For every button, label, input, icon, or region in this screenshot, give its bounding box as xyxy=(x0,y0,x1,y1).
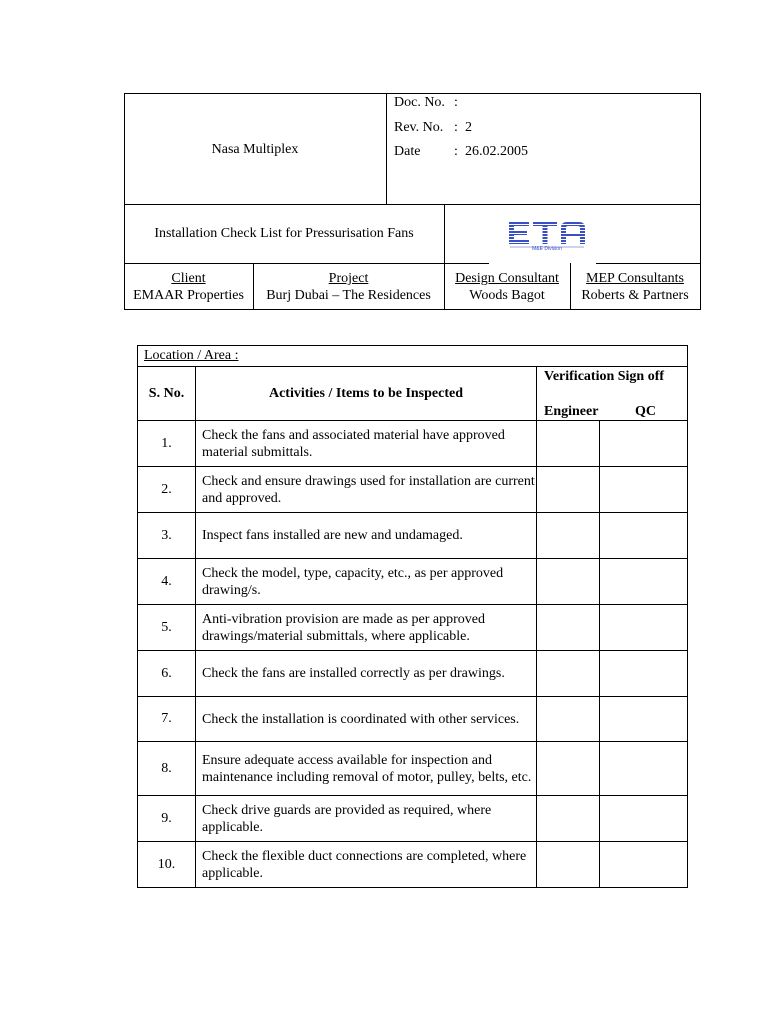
date-label: Date xyxy=(394,144,421,159)
date-value: 26.02.2005 xyxy=(465,144,528,159)
table-row xyxy=(138,559,688,605)
qc-signoff-cell[interactable] xyxy=(600,513,688,559)
item-number: 3. xyxy=(138,513,196,559)
engineer-signoff-cell[interactable] xyxy=(537,467,600,513)
engineer-signoff-cell[interactable] xyxy=(537,421,600,467)
qc-signoff-cell[interactable] xyxy=(600,796,688,842)
item-number: 5. xyxy=(138,605,196,651)
table-row xyxy=(138,697,688,742)
table-row xyxy=(138,513,688,559)
item-description: Check the installation is coordinated with other services. xyxy=(196,697,537,742)
item-number: 4. xyxy=(138,559,196,605)
engineer-signoff-cell[interactable] xyxy=(537,842,600,888)
header-divider-2a xyxy=(124,263,489,264)
design-consultant-name: Woods Bagot xyxy=(469,288,545,303)
location-area-cell xyxy=(138,346,688,367)
design-consultant-label: Design Consultant xyxy=(455,271,559,286)
qc-signoff-cell[interactable] xyxy=(600,697,688,742)
header-row xyxy=(138,367,688,421)
engineer-signoff-cell[interactable] xyxy=(537,796,600,842)
project-name: Nasa Multiplex xyxy=(211,142,299,157)
col-header-sno: S. No. xyxy=(138,367,196,421)
logo-subtext: M&E Division xyxy=(532,246,562,252)
location-row xyxy=(138,346,688,367)
qc-signoff-cell[interactable] xyxy=(600,842,688,888)
item-number: 1. xyxy=(138,421,196,467)
table-row xyxy=(138,605,688,651)
inspection-checklist-table xyxy=(137,345,688,888)
checklist-rows xyxy=(138,421,688,888)
item-number: 8. xyxy=(138,742,196,796)
mep-consultants-label: MEP Consultants xyxy=(586,271,684,286)
client-label: Client xyxy=(171,271,206,286)
table-row xyxy=(138,842,688,888)
qc-signoff-cell[interactable] xyxy=(600,605,688,651)
checklist-title: Installation Check List for Pressurisation Fans xyxy=(154,226,414,241)
qc-signoff-cell[interactable] xyxy=(600,467,688,513)
engineer-signoff-cell[interactable] xyxy=(537,513,600,559)
mep-consultants-name: Roberts & Partners xyxy=(581,288,689,303)
qc-signoff-cell[interactable] xyxy=(600,559,688,605)
engineer-label: Engineer xyxy=(544,404,599,419)
date-separator: : xyxy=(454,144,458,159)
item-description: Inspect fans installed are new and undamaged. xyxy=(196,513,537,559)
item-number: 2. xyxy=(138,467,196,513)
engineer-signoff-cell[interactable] xyxy=(537,697,600,742)
project-label: Project xyxy=(328,271,369,286)
engineer-signoff-cell[interactable] xyxy=(537,742,600,796)
item-description: Check the fans and associated material have approved material submittals. xyxy=(196,421,537,467)
table-row xyxy=(138,467,688,513)
item-description: Check drive guards are provided as required, where applicable. xyxy=(196,796,537,842)
project-value: Burj Dubai – The Residences xyxy=(266,288,431,303)
qc-signoff-cell[interactable] xyxy=(600,421,688,467)
col-header-activities: Activities / Items to be Inspected xyxy=(196,367,537,421)
signoff-subheaders xyxy=(537,403,687,420)
item-number: 7. xyxy=(138,697,196,742)
table-row xyxy=(138,421,688,467)
rev-no-separator: : xyxy=(454,120,458,135)
engineer-signoff-cell[interactable] xyxy=(537,559,600,605)
item-description: Anti-vibration provision are made as per approved drawings/material submittals, where applicable. xyxy=(196,605,537,651)
header-border-right xyxy=(700,93,701,310)
header-divider-1 xyxy=(124,204,701,205)
qc-signoff-cell[interactable] xyxy=(600,651,688,697)
item-description: Check and ensure drawings used for installation are current and approved. xyxy=(196,467,537,513)
qc-label: QC xyxy=(635,404,656,419)
qc-signoff-cell[interactable] xyxy=(600,742,688,796)
engineer-signoff-cell[interactable] xyxy=(537,651,600,697)
location-area-label: Location / Area : xyxy=(144,348,239,363)
client-name: EMAAR Properties xyxy=(133,288,244,303)
table-row xyxy=(138,796,688,842)
verification-signoff-label: Verification Sign off xyxy=(544,369,665,384)
rev-no-label: Rev. No. xyxy=(394,120,444,135)
item-description: Ensure adequate access available for inspection and maintenance including removal of motor, pulley, belts, etc. xyxy=(196,742,537,796)
item-description: Check the flexible duct connections are completed, where applicable. xyxy=(196,842,537,888)
engineer-signoff-cell[interactable] xyxy=(537,605,600,651)
table-row xyxy=(138,742,688,796)
header-vdivider-1 xyxy=(386,93,387,205)
table-row xyxy=(138,651,688,697)
item-description: Check the model, type, capacity, etc., as per approved drawing/s. xyxy=(196,559,537,605)
doc-no-separator: : xyxy=(454,95,458,110)
col-header-verification xyxy=(537,367,688,421)
eta-logo xyxy=(506,219,588,255)
item-number: 6. xyxy=(138,651,196,697)
item-description: Check the fans are installed correctly as per drawings. xyxy=(196,651,537,697)
item-number: 10. xyxy=(138,842,196,888)
item-number: 9. xyxy=(138,796,196,842)
header-border-bottom xyxy=(124,309,701,310)
doc-no-label: Doc. No. xyxy=(394,95,445,110)
rev-no-value: 2 xyxy=(465,120,472,135)
header-divider-2b xyxy=(596,263,701,264)
